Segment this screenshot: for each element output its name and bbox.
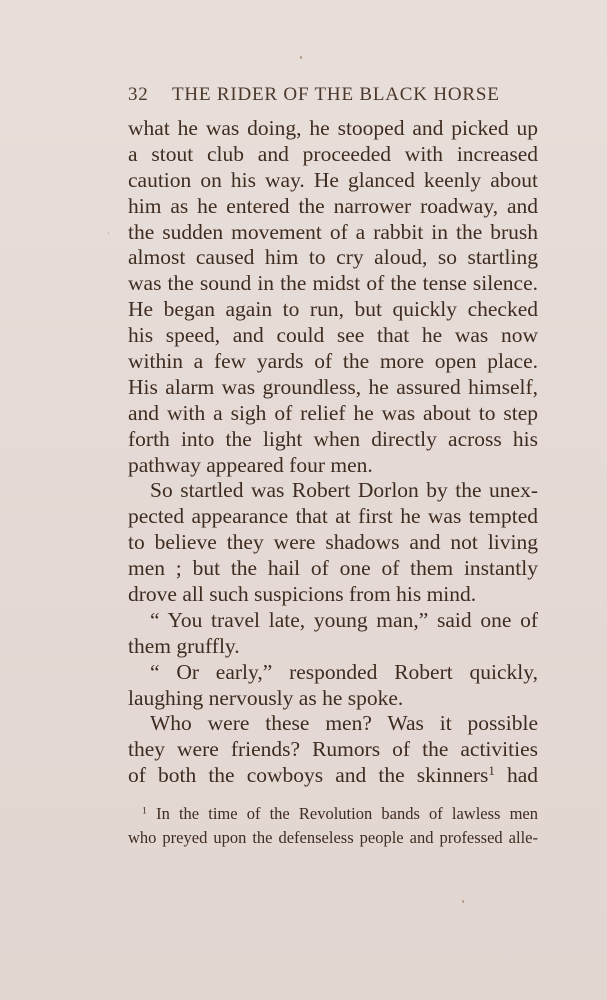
text-line: within a few yards of the more open place. <box>128 349 538 374</box>
text-line: “ You travel late, young man,” said one of <box>150 607 538 632</box>
running-header <box>128 84 508 110</box>
paper-speck <box>300 56 302 59</box>
text-line: caution on his way. He glanced keenly about <box>128 167 538 192</box>
footnote-line <box>128 802 538 826</box>
text-line: a stout club and proceeded with increased <box>128 141 538 166</box>
text-line: his speed, and could see that he was now <box>128 323 538 348</box>
text-line: they were friends? Rumors of the activities <box>128 737 538 762</box>
text-line: and with a sigh of relief he was about to step <box>128 400 538 425</box>
running-title: THE RIDER OF THE BLACK HORSE <box>172 84 500 105</box>
paper-speck <box>462 900 464 903</box>
text-line: drove all such suspicions from his mind. <box>128 582 477 607</box>
footnote-reference: 1 <box>488 764 495 779</box>
footnote-line: who preyed upon the defenseless people and professed alle- <box>128 828 538 847</box>
text-line: forth into the light when directly across his <box>128 426 538 451</box>
text-line: him as he entered the narrower roadway, and <box>128 193 538 218</box>
text-line: So startled was Robert Dorlon by the unex- <box>150 478 538 503</box>
text-line: almost caused him to cry aloud, so startling <box>128 245 538 270</box>
text-line <box>128 763 538 789</box>
page-number: 32 <box>128 84 149 105</box>
text-line: His alarm was groundless, he assured himself, <box>128 374 538 399</box>
footnote-text: In the time of the Revolution bands of lawless men <box>156 804 538 823</box>
text-fragment: had <box>506 763 539 788</box>
paper-speck <box>108 232 109 234</box>
text-line: the sudden movement of a rabbit in the brush <box>128 219 538 244</box>
text-line: them gruffly. <box>128 633 240 658</box>
text-line: what he was doing, he stooped and picked up <box>128 116 538 140</box>
text-line: laughing nervously as he spoke. <box>128 685 404 710</box>
text-line: “ Or early,” responded Robert quickly, <box>150 659 538 684</box>
text-line: pathway appeared four men. <box>128 452 373 477</box>
footnote <box>128 802 538 850</box>
text-line: Who were these men? Was it possible <box>150 711 538 736</box>
body-text <box>128 116 538 789</box>
text-line: to believe they were shadows and not living <box>128 530 538 555</box>
text-line: men ; but the hail of one of them instantly <box>128 556 538 581</box>
text-line: was the sound in the midst of the tense silence. <box>128 271 538 296</box>
text-line: He began again to run, but quickly checked <box>128 297 538 322</box>
footnote-marker: 1 <box>142 805 147 817</box>
text-line: pected appearance that at first he was tempted <box>128 504 538 529</box>
text-fragment: of both the cowboys and the skinners <box>128 763 489 788</box>
